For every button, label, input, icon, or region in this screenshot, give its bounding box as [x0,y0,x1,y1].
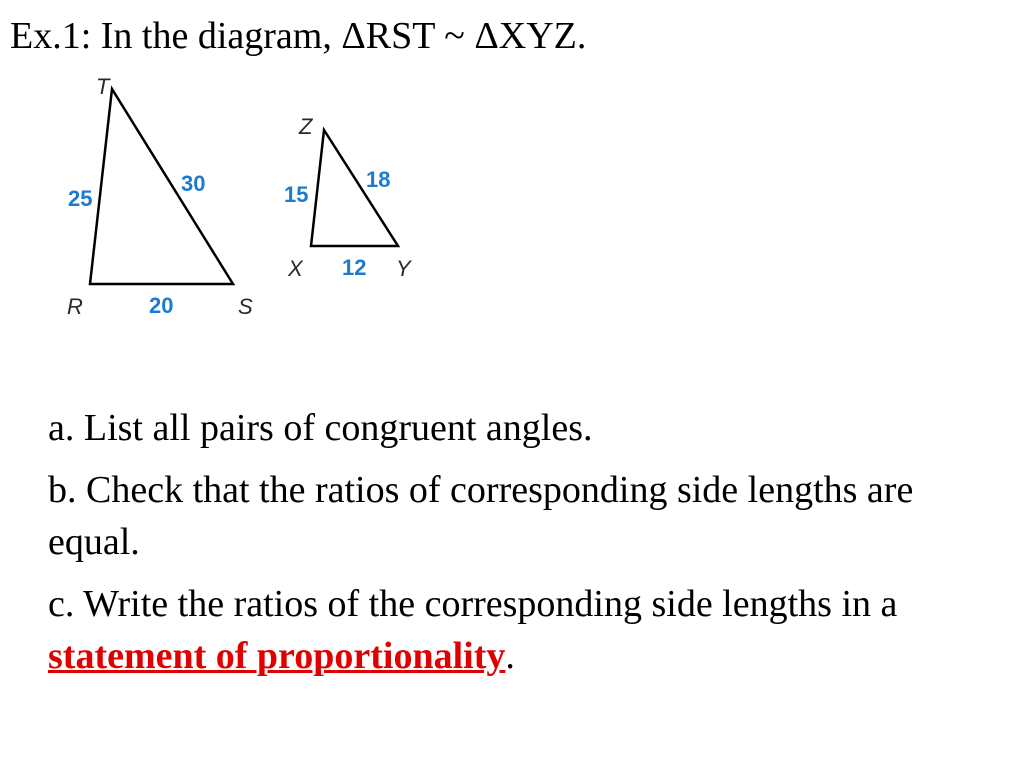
question-b-text: b. Check that the ratios of corresponding side lengths are equal. [48,469,914,563]
question-list [48,402,1008,692]
side-label-zy: 18 [366,167,391,192]
question-c-end: . [505,635,515,677]
vertex-label-t: T [96,74,110,99]
question-b [48,464,1008,568]
triangle-rst [90,89,233,284]
vertex-label-r: R [67,294,83,319]
side-label-xz: 15 [284,182,309,207]
question-a-text: a. List all pairs of congruent angles. [48,407,593,449]
side-label-rt: 25 [68,186,93,211]
vertex-label-x: X [288,256,303,281]
question-a [48,402,1008,454]
slide-title: Ex.1: In the diagram, ΔRST ~ ΔXYZ. [10,15,587,57]
statement-of-proportionality-term: statement of proportionality [48,635,506,677]
question-c [48,578,1008,682]
vertex-label-s: S [238,294,253,319]
side-label-ts: 30 [181,171,206,196]
vertex-label-z: Z [299,114,313,139]
side-label-xy: 12 [342,255,367,280]
vertex-label-y: Y [396,256,411,281]
question-c-text: c. Write the ratios of the corresponding side lengths in a [48,583,898,625]
side-label-rs: 20 [149,293,174,318]
